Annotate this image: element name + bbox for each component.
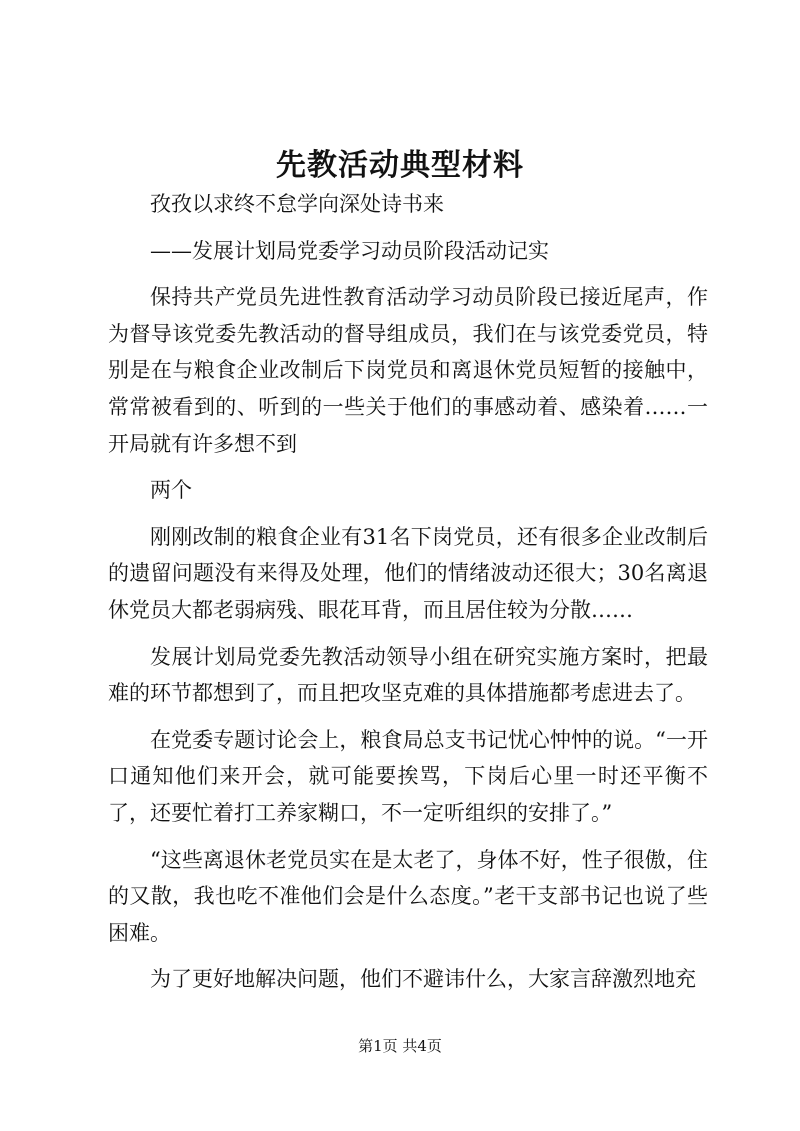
paragraph: 刚刚改制的粮食企业有31名下岗党员，还有很多企业改制后的遗留问题没有来得及处理，他们的情绪波动还很大；30名离退休党员大都老弱病残、眼花耳背，而且居住较为分散……: [108, 524, 708, 622]
paragraph: 在党委专题讨论会上，粮食局总支书记忧心忡忡的说。“一开口通知他们来开会，就可能要挨骂，下岗后心里一时还平衡不了，还要忙着打工养家糊口，不一定听组织的安排了。”: [108, 727, 708, 825]
paragraph-subheading: ——发展计划局党委学习动员阶段活动记实: [150, 238, 549, 263]
page-footer: 第1页 共4页: [358, 1037, 442, 1055]
paragraph: 为了更好地解决问题，他们不避讳什么，大家言辞激烈地充: [150, 967, 696, 992]
document-body: [108, 186, 708, 998]
document-title: 先教活动典型材料: [276, 148, 524, 183]
paragraph: 发展计划局党委先教活动领导小组在研究实施方案时，把最难的环节都想到了，而且把攻坚克难的具体措施都考虑进去了。: [108, 644, 708, 706]
paragraph: 保持共产党员先进性教育活动学习动员阶段已接近尾声，作为督导该党委先教活动的督导组成员，我们在与该党委党员，特别是在与粮食企业改制后下岗党员和离退休党员短暂的接触中，常常被看到的、听到的一些关于他们的事感动着、感染着……一开局就有许多想不到: [108, 285, 708, 456]
paragraph-heading: 孜孜以求终不怠学向深处诗书来: [150, 192, 444, 216]
paragraph-section-label: 两个: [150, 478, 192, 503]
paragraph: “这些离退休老党员实在是太老了，身体不好，性子很傲，住的又散，我也吃不准他们会是什么态度。”老干支部书记也说了些困难。: [108, 847, 708, 945]
